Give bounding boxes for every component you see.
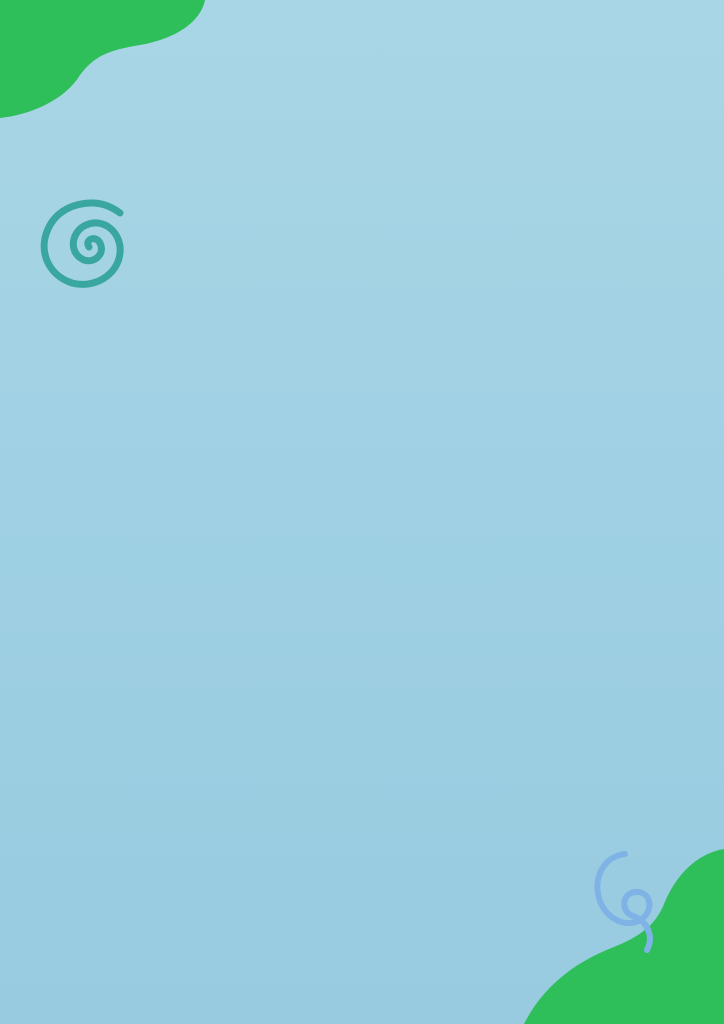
colored-pencils-icon <box>514 112 724 352</box>
spiral-icon <box>585 850 665 960</box>
green-blob-icon <box>0 0 210 125</box>
spiral-icon <box>34 195 144 300</box>
colored-pencils-icon <box>0 854 230 1024</box>
